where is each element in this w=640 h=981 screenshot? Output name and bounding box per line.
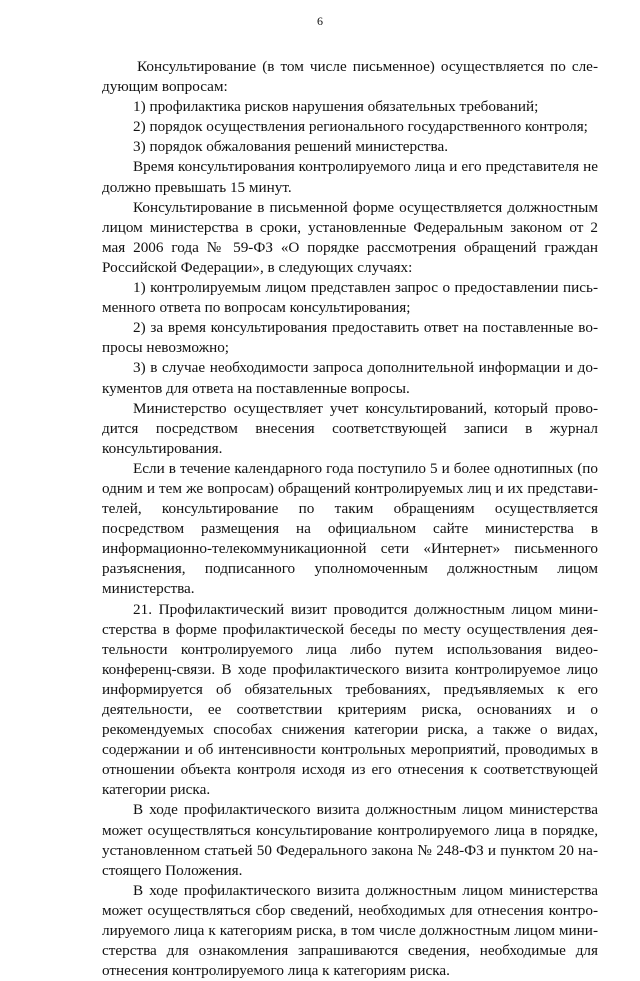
list-item-answer-impossible: 2) за время консультирования предоставить ответ на поставленные вопросы невозможно; [102, 319, 598, 357]
paragraph-consultation-time: Время консультирования контролируемого лица и его представителя не должно превышать 15 минут. [102, 158, 598, 196]
list-item-written-request: 1) контролируемым лицом представлен запрос о предоставлении письменного ответа по вопросам консультирования; [102, 279, 598, 317]
list-item-additional-info: 3) в случае необходимости запроса дополнительной информации и документов для ответа на поставленные вопросы. [102, 359, 598, 397]
paragraph-consultation-topics: Консультирование (в том числе письменное) осуществляется по следующим вопросам: [102, 58, 598, 96]
list-item-risk-prevention: 1) профилактика рисков нарушения обязательных требований; [133, 98, 539, 116]
paragraph-consultation-record: Министерство осуществляет учет консультирований, который проводится посредством внесения соответствующей записи в журнал консультирования. [102, 399, 598, 457]
paragraph-visit-consultation: В ходе профилактического визита должностным лицом министерства может осуществляться консультирование контролируемого лица в порядке, установленном статьей 50 Федерального закона № 248-ФЗ и пунктом 20 настоящего Положения. [102, 801, 598, 879]
list-item-control-procedure: 2) порядок осуществления регионального государственного контроля; [133, 118, 588, 136]
paragraph-preventive-visit: 21. Профилактический визит проводится должностным лицом министерства в форме профилактической беседы по месту осуществления деятельности контролируемого лица либо путем использования видеоконференц-связи. В ходе профилактического визита контролируемое лицо информируется об обязательных требованиях, предъявляемых к его деятельности, ее соответствии критериям риска, основаниях и о рекомендуемых способах снижения категории риска, а также о видах, содержании и об интенсивности контрольных мероприятий, проводимых в отношении объекта контроля исходя из его отнесения к соответствующей категории риска. [102, 600, 598, 799]
document-body [102, 57, 598, 981]
paragraph-visit-data-collection: В ходе профилактического визита должностным лицом министерства может осуществляться сбор сведений, необходимых для отнесения контролируемого лица к категориям риска, в том числе должностным лицом министерства для ознакомления запрашиваются сведения, необходимые для отнесения контролируемого лица к категориям риска. [102, 881, 598, 980]
page-number: 6 [317, 14, 323, 28]
paragraph-similar-requests: Если в течение календарного года поступило 5 и более однотипных (по одним и тем же вопросам) обращений контролируемых лиц и их представителей, консультирование по таким обращениям осуществляется посредством размещения на официальном сайте министерства в информационно-телекоммуникационной сети «Интернет» письменного разъяснения, подписанного уполномоченным должностным лицом министерства. [102, 459, 598, 598]
list-item-appeal-procedure: 3) порядок обжалования решений министерства. [133, 138, 449, 156]
paragraph-written-consultation: Консультирование в письменной форме осуществляется должностным лицом министерства в сроки, установленные Федеральным законом от 2 мая 2006 года № 59-ФЗ «О порядке рассмотрения обращений граждан Российской Федерации», в следующих случаях: [102, 198, 598, 276]
